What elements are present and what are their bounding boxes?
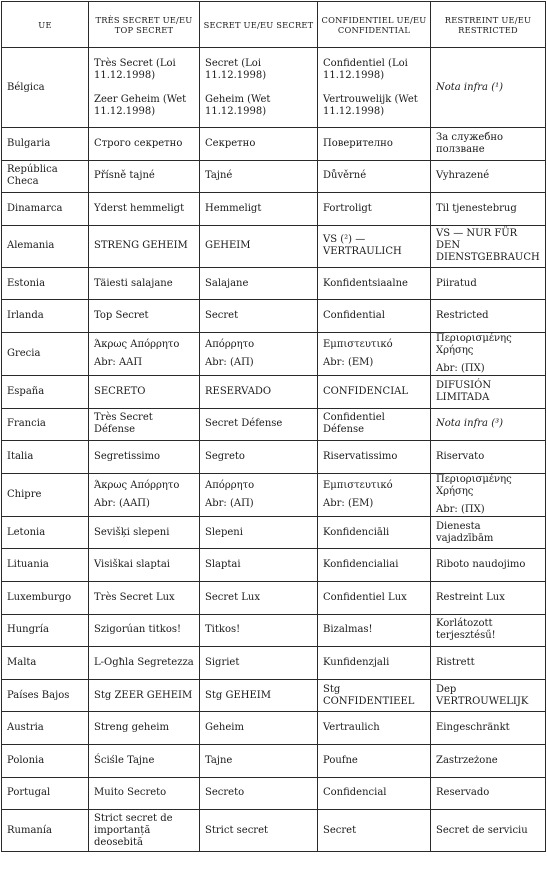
confidential-cell <box>318 267 431 300</box>
cell-text: Stg GEHEIM <box>205 689 271 701</box>
secret-cell <box>200 647 318 680</box>
cell-text: Szigorúan titkos! <box>94 624 182 636</box>
confidential-cell <box>318 516 431 549</box>
secret-cell <box>200 614 318 647</box>
header-top-secret: TRÈS SECRET UE/EU TOP SECRET <box>89 2 200 48</box>
cell-text: RESERVADO <box>205 385 272 397</box>
header-restricted: RESTREINT UE/EU RESTRICTED <box>431 2 546 48</box>
top-secret-cell <box>89 332 200 375</box>
secret-cell <box>200 128 318 161</box>
restricted-cell <box>431 581 546 614</box>
secret-cell <box>200 225 318 267</box>
secret-cell <box>200 441 318 474</box>
confidential-cell <box>318 614 431 647</box>
cell-text: Dep VERTROUWELIJK <box>436 683 529 707</box>
secret-cell <box>200 375 318 408</box>
country-cell: Bélgica <box>2 48 89 128</box>
table-row <box>2 744 546 777</box>
confidential-cell <box>318 744 431 777</box>
table-body <box>2 48 546 852</box>
table-row <box>2 375 546 408</box>
cell-text: Slepeni <box>205 526 243 538</box>
cell-text: Segreto <box>205 450 245 462</box>
cell-text: Secret Lux <box>205 591 260 603</box>
confidential-cell <box>318 712 431 745</box>
confidential-cell <box>318 408 431 441</box>
cell-text: Secret (Loi 11.12.1998) <box>205 57 267 81</box>
confidential-cell <box>318 300 431 333</box>
cell-text: Secret de serviciu <box>436 824 528 836</box>
cell-text: Restricted <box>436 310 489 322</box>
top-secret-cell <box>89 225 200 267</box>
cell-text: Abr: (ΕΜ) <box>323 497 374 509</box>
country-cell: Italia <box>2 441 89 474</box>
confidential-cell <box>318 473 431 516</box>
cell-text: Zeer Geheim (Wet 11.12.1998) <box>94 93 187 117</box>
table-row <box>2 48 546 128</box>
cell-text: Secret Défense <box>205 418 283 430</box>
cell-text: Εμπιστευτικό <box>323 338 393 350</box>
cell-text: За служебно ползване <box>436 131 504 155</box>
country-cell: Letonia <box>2 516 89 549</box>
top-secret-cell <box>89 441 200 474</box>
cell-text: Fortroligt <box>323 202 372 214</box>
top-secret-cell <box>89 375 200 408</box>
restricted-cell <box>431 375 546 408</box>
cell-text: Reservado <box>436 787 490 799</box>
restricted-cell <box>431 516 546 549</box>
restricted-cell <box>431 679 546 712</box>
top-secret-cell <box>89 810 200 852</box>
cell-text: Täiesti salajane <box>94 277 173 289</box>
secret-cell <box>200 712 318 745</box>
cell-text: Riboto naudojimo <box>436 559 526 571</box>
table-row <box>2 777 546 810</box>
cell-text: GEHEIM <box>205 240 251 252</box>
country-cell: Dinamarca <box>2 193 89 226</box>
cell-text: Sigriet <box>205 656 240 668</box>
cell-text: Ristrett <box>436 656 475 668</box>
table-row <box>2 647 546 680</box>
cell-text: Kunfidenzjali <box>323 656 390 668</box>
cell-text: Stg ZEER GEHEIM <box>94 689 193 701</box>
secret-cell <box>200 810 318 852</box>
top-secret-cell <box>89 581 200 614</box>
cell-text: VS — NUR FÜR DEN DIENSTGEBRAUCH <box>436 228 540 264</box>
cell-text: Konfidenciāli <box>323 526 390 538</box>
confidential-cell <box>318 549 431 582</box>
cell-text: Très Secret Lux <box>94 591 175 603</box>
confidential-cell <box>318 581 431 614</box>
table-row <box>2 300 546 333</box>
table-row <box>2 332 546 375</box>
cell-text: STRENG GEHEIM <box>94 240 188 252</box>
country-cell: Bulgaria <box>2 128 89 161</box>
cell-text: Bizalmas! <box>323 624 373 636</box>
restricted-cell <box>431 441 546 474</box>
secret-cell <box>200 267 318 300</box>
top-secret-cell <box>89 516 200 549</box>
cell-text: SECRETO <box>94 385 146 397</box>
cell-text: Důvěrné <box>323 170 367 182</box>
cell-text: Til tjenestebrug <box>436 202 517 214</box>
confidential-cell <box>318 128 431 161</box>
cell-text: Strict secret <box>205 824 269 836</box>
cell-text: Tajne <box>205 754 233 766</box>
country-cell: Países Bajos <box>2 679 89 712</box>
cell-text: Εμπιστευτικό <box>323 479 393 491</box>
cell-text: CONFIDENCIAL <box>323 385 409 397</box>
top-secret-cell <box>89 614 200 647</box>
cell-text: Konfidentsiaalne <box>323 277 408 289</box>
top-secret-cell <box>89 712 200 745</box>
top-secret-cell <box>89 128 200 161</box>
confidential-cell <box>318 160 431 193</box>
cell-text: Секретно <box>205 137 256 149</box>
country-cell: Irlanda <box>2 300 89 333</box>
cell-text: Visiškai slaptai <box>94 559 170 571</box>
restricted-cell <box>431 48 546 128</box>
restricted-cell <box>431 549 546 582</box>
table-row <box>2 712 546 745</box>
secret-cell <box>200 581 318 614</box>
country-cell: España <box>2 375 89 408</box>
cell-text: Konfidencialiai <box>323 559 399 571</box>
cell-text: Confidentiel Défense <box>323 412 385 436</box>
restricted-cell <box>431 267 546 300</box>
cell-text: Secret <box>323 824 357 836</box>
restricted-cell <box>431 777 546 810</box>
table-row <box>2 581 546 614</box>
country-cell: Luxemburgo <box>2 581 89 614</box>
top-secret-cell <box>89 193 200 226</box>
cell-text: Abr: ΑΑΠ <box>94 356 143 368</box>
cell-text: Segretissimo <box>94 450 161 462</box>
cell-text: Yderst hemmeligt <box>94 202 185 214</box>
confidential-cell <box>318 679 431 712</box>
cell-text: Streng geheim <box>94 722 169 734</box>
table-row <box>2 810 546 852</box>
cell-text: Zastrzeżone <box>436 754 498 766</box>
cell-text: Dienesta vajadzībām <box>436 520 494 544</box>
country-cell: Austria <box>2 712 89 745</box>
top-secret-cell <box>89 744 200 777</box>
restricted-cell <box>431 160 546 193</box>
secret-cell <box>200 516 318 549</box>
secret-cell <box>200 193 318 226</box>
cell-text: Hemmeligt <box>205 202 262 214</box>
confidential-cell <box>318 375 431 408</box>
restricted-cell <box>431 225 546 267</box>
secret-cell <box>200 679 318 712</box>
cell-text: Απόρρητο <box>205 338 255 350</box>
top-secret-cell <box>89 473 200 516</box>
header-secret: SECRET UE/EU SECRET <box>200 2 318 48</box>
secret-cell <box>200 744 318 777</box>
secret-cell <box>200 48 318 128</box>
cell-text: Poufne <box>323 754 358 766</box>
top-secret-cell <box>89 777 200 810</box>
secret-cell <box>200 160 318 193</box>
cell-text: Top Secret <box>94 310 149 322</box>
cell-text: Abr: (ΑΑΠ) <box>94 497 150 509</box>
restricted-cell <box>431 193 546 226</box>
country-cell: Chipre <box>2 473 89 516</box>
cell-text: Restreint Lux <box>436 591 505 603</box>
restricted-cell <box>431 408 546 441</box>
secret-cell <box>200 408 318 441</box>
cell-text: Stg CONFIDENTIEEL <box>323 683 415 707</box>
cell-text: Abr: (ΑΠ) <box>205 356 254 368</box>
cell-text: Vyhrazené <box>436 170 490 182</box>
table-row <box>2 408 546 441</box>
top-secret-cell <box>89 300 200 333</box>
cell-text: Vertraulich <box>323 722 380 734</box>
cell-text: Vertrouwelijk (Wet 11.12.1998) <box>323 93 418 117</box>
cell-text: Nota infra (³) <box>436 418 504 430</box>
restricted-cell <box>431 614 546 647</box>
cell-text: Slaptai <box>205 559 241 571</box>
table-row <box>2 473 546 516</box>
country-cell: Lituania <box>2 549 89 582</box>
cell-text: Ściśle Tajne <box>94 754 155 766</box>
cell-text: Nota infra (¹) <box>436 81 504 93</box>
cell-text: Άκρως Απόρρητο <box>94 479 180 491</box>
table-row <box>2 549 546 582</box>
country-cell: Alemania <box>2 225 89 267</box>
cell-text: Строго секретно <box>94 137 183 149</box>
cell-text: Confidentiel (Loi 11.12.1998) <box>323 57 408 81</box>
cell-text: Geheim (Wet 11.12.1998) <box>205 93 271 117</box>
cell-text: Confidential <box>323 310 385 322</box>
cell-text: Tajné <box>205 170 233 182</box>
table-row <box>2 267 546 300</box>
top-secret-cell <box>89 48 200 128</box>
secret-cell <box>200 332 318 375</box>
cell-text: Άκρως Απόρρητο <box>94 338 180 350</box>
cell-text: Sevišķi slepeni <box>94 526 170 538</box>
country-cell: Francia <box>2 408 89 441</box>
cell-text: Très Secret Défense <box>94 412 153 436</box>
table-row <box>2 679 546 712</box>
table-row <box>2 160 546 193</box>
country-cell: Rumanía <box>2 810 89 852</box>
cell-text: L-Ogħla Segretezza <box>94 656 194 668</box>
confidential-cell <box>318 777 431 810</box>
cell-text: Přísně tajné <box>94 170 155 182</box>
top-secret-cell <box>89 408 200 441</box>
header-confidential: CONFIDENTIEL UE/EU CONFIDENTIAL <box>318 2 431 48</box>
secret-cell <box>200 473 318 516</box>
restricted-cell <box>431 128 546 161</box>
confidential-cell <box>318 193 431 226</box>
confidential-cell <box>318 332 431 375</box>
restricted-cell <box>431 332 546 375</box>
restricted-cell <box>431 473 546 516</box>
top-secret-cell <box>89 679 200 712</box>
cell-text: Abr: (ΑΠ) <box>205 497 254 509</box>
cell-text: Strict secret de importanță deosebită <box>94 812 173 848</box>
table-row <box>2 614 546 647</box>
cell-text: Περιορισμένης Χρήσης <box>436 332 512 356</box>
country-cell: Hungría <box>2 614 89 647</box>
country-cell: Grecia <box>2 332 89 375</box>
top-secret-cell <box>89 549 200 582</box>
table-row <box>2 225 546 267</box>
cell-text: Korlátozott terjesztésű! <box>436 618 496 642</box>
table-row <box>2 441 546 474</box>
cell-text: Très Secret (Loi 11.12.1998) <box>94 57 176 81</box>
cell-text: Geheim <box>205 722 244 734</box>
cell-text: Περιορισμένης Χρήσης <box>436 473 512 497</box>
header-ue: UE <box>2 2 89 48</box>
table-header-row <box>2 2 546 48</box>
top-secret-cell <box>89 647 200 680</box>
secret-cell <box>200 549 318 582</box>
table-row <box>2 516 546 549</box>
secret-cell <box>200 300 318 333</box>
cell-text: Confidencial <box>323 787 387 799</box>
cell-text: Secreto <box>205 787 245 799</box>
cell-text: Piiratud <box>436 277 477 289</box>
confidential-cell <box>318 48 431 128</box>
cell-text: Riservato <box>436 450 485 462</box>
table-row <box>2 128 546 161</box>
restricted-cell <box>431 712 546 745</box>
cell-text: VS (²) — VERTRAULICH <box>323 234 402 258</box>
cell-text: Secret <box>205 310 239 322</box>
cell-text: Titkos! <box>205 624 241 636</box>
restricted-cell <box>431 744 546 777</box>
cell-text: Abr: (ΕΜ) <box>323 356 374 368</box>
country-cell: Estonia <box>2 267 89 300</box>
confidential-cell <box>318 225 431 267</box>
confidential-cell <box>318 647 431 680</box>
classification-table <box>1 1 546 852</box>
cell-text: Confidentiel Lux <box>323 591 407 603</box>
cell-text: Salajane <box>205 277 249 289</box>
cell-text: Abr: (ΠΧ) <box>436 503 485 515</box>
cell-text: Απόρρητο <box>205 479 255 491</box>
cell-text: Riservatissimo <box>323 450 398 462</box>
table-row <box>2 193 546 226</box>
confidential-cell <box>318 441 431 474</box>
country-cell: República Checa <box>2 160 89 193</box>
top-secret-cell <box>89 160 200 193</box>
cell-text: Поверително <box>323 137 393 149</box>
restricted-cell <box>431 647 546 680</box>
cell-text: DIFUSIÓN LIMITADA <box>436 379 492 403</box>
secret-cell <box>200 777 318 810</box>
country-cell: Malta <box>2 647 89 680</box>
restricted-cell <box>431 810 546 852</box>
country-cell: Portugal <box>2 777 89 810</box>
cell-text: Muito Secreto <box>94 787 167 799</box>
cell-text: Eingeschränkt <box>436 722 510 734</box>
cell-text: Abr: (ΠΧ) <box>436 362 485 374</box>
confidential-cell <box>318 810 431 852</box>
top-secret-cell <box>89 267 200 300</box>
restricted-cell <box>431 300 546 333</box>
country-cell: Polonia <box>2 744 89 777</box>
